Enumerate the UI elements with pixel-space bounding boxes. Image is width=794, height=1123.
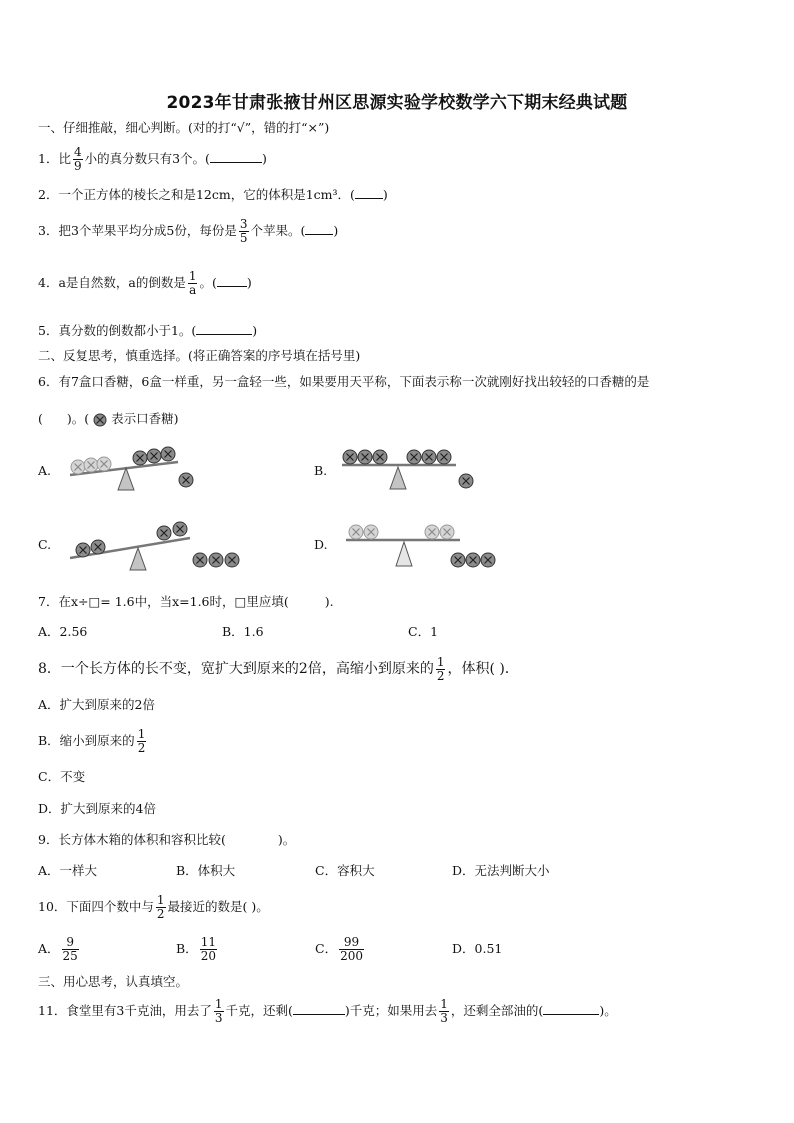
gum-ball-icon <box>440 525 454 539</box>
question-9: 9．长方体木箱的体积和容积比较( )。 <box>38 832 296 847</box>
gum-ball-icon <box>179 473 193 487</box>
question-5: 5．真分数的倒数都小于1。( ) <box>38 323 258 338</box>
gum-ball-icon <box>422 450 436 464</box>
gum-ball-icon <box>173 522 187 536</box>
gum-ball-icon <box>161 447 175 461</box>
question-4: 4．a是自然数，a的倒数是 $\frac{1}{a}$ 。( ) <box>38 269 252 297</box>
gum-ball-icon <box>459 474 473 488</box>
answer-blank[interactable] <box>543 1002 599 1015</box>
question-8: 8．一个长方体的长不变，宽扩大到原来的2倍，高缩小到原来的 $\frac{1}{2}$ ，体积( )． <box>38 654 519 683</box>
option-b-label[interactable]: B. <box>314 463 328 478</box>
q7-option-c[interactable]: C．1 <box>408 624 439 639</box>
option-a-label[interactable]: A. <box>38 463 52 478</box>
gum-ball-icon <box>193 553 207 567</box>
gum-ball-icon <box>225 553 239 567</box>
balance-scale-a <box>60 440 210 492</box>
gum-ball-icon <box>349 525 363 539</box>
q7-option-a[interactable]: A．2.56 <box>38 624 88 639</box>
answer-blank[interactable] <box>293 1002 345 1015</box>
fraction-1-2: $\frac{1}{2}$ <box>436 654 445 683</box>
question-1: 1．比 $\frac{4}{9}$ 小的真分数只有3个。( ) <box>38 145 267 173</box>
q10-option-d[interactable]: D．0.51 <box>452 941 503 956</box>
gum-ball-icon <box>133 451 147 465</box>
answer-blank[interactable] <box>305 222 333 235</box>
q7-option-b[interactable]: B．1.6 <box>222 624 264 639</box>
question-3: 3．把3个苹果平均分成5份，每份是 $\frac{3}{5}$ 个苹果。( ) <box>38 217 339 245</box>
option-c-label[interactable]: C. <box>38 537 52 552</box>
gum-ball-icon <box>76 543 90 557</box>
gum-ball-icon <box>466 553 480 567</box>
gum-ball-icon <box>97 457 111 471</box>
fulcrum <box>118 468 134 490</box>
fraction-1-a: $\frac{1}{a}$ <box>188 269 197 297</box>
gum-ball-icon <box>358 450 372 464</box>
section-1-heading: 一、仔细推敲，细心判断。(对的打“√”，错的打“×”) <box>38 120 330 135</box>
balance-scale-d <box>342 518 512 576</box>
gum-ball-icon <box>84 458 98 472</box>
q9-option-a[interactable]: A．一样大 <box>38 863 98 878</box>
gum-ball-icon <box>481 553 495 567</box>
gum-ball-icon <box>364 525 378 539</box>
gum-ball-icon <box>157 526 171 540</box>
gum-ball-icon <box>451 553 465 567</box>
q10-option-b[interactable]: B． $\frac{11}{20}$ <box>176 935 216 963</box>
q9-option-c[interactable]: C．容积大 <box>315 863 375 878</box>
answer-blank[interactable] <box>210 150 262 163</box>
gum-ball-icon <box>209 553 223 567</box>
q8-option-d[interactable]: D．扩大到原来的4倍 <box>38 801 156 816</box>
section-2-heading: 二、反复思考，慎重选择。(将正确答案的序号填在括号里) <box>38 348 361 363</box>
gum-ball-icon <box>425 525 439 539</box>
gum-ball-icon <box>373 450 387 464</box>
answer-blank[interactable] <box>196 322 252 335</box>
fraction-3-5: $\frac{3}{5}$ <box>239 217 248 245</box>
fulcrum <box>390 467 406 489</box>
gum-ball-icon <box>93 413 107 427</box>
fraction-4-9: $\frac{4}{9}$ <box>73 145 82 173</box>
fraction-1-2: $\frac{1}{2}$ <box>137 727 146 755</box>
gum-ball-icon <box>437 450 451 464</box>
question-2: 2．一个正方体的棱长之和是12cm，它的体积是1cm³．( ) <box>38 187 388 202</box>
page-title: 2023年甘肃张掖甘州区思源实验学校数学六下期末经典试题 <box>166 93 628 113</box>
q10-option-a[interactable]: A． $\frac{9}{25}$ <box>38 935 78 963</box>
question-6-line2: ( )。( 表示口香糖) <box>38 411 179 426</box>
option-d-label[interactable]: D. <box>314 537 328 552</box>
fulcrum <box>396 542 412 566</box>
q8-option-b[interactable]: B．缩小到原来的 $\frac{1}{2}$ <box>38 727 146 755</box>
gum-ball-icon <box>71 460 85 474</box>
gum-ball-icon <box>343 450 357 464</box>
gum-ball-icon <box>91 540 105 554</box>
question-11: 11．食堂里有3千克油，用去了 $\frac{1}{3}$ 千克，还剩( )千克；如果用去 $\frac{1}{3}$ ，还剩全部油的( )。 <box>38 997 617 1025</box>
section-3-heading: 三、用心思考，认真填空。 <box>38 974 189 989</box>
q8-option-c[interactable]: C．不变 <box>38 769 86 784</box>
answer-blank[interactable] <box>355 186 383 199</box>
answer-blank[interactable] <box>217 274 247 287</box>
balance-scale-c <box>66 516 256 576</box>
q9-option-b[interactable]: B．体积大 <box>176 863 236 878</box>
q8-option-a[interactable]: A．扩大到原来的2倍 <box>38 697 155 712</box>
question-7: 7．在x÷□= 1.6中，当x=1.6时，□里应填( ). <box>38 594 334 609</box>
fulcrum <box>130 548 146 570</box>
q10-option-c[interactable]: C． $\frac{99}{200}$ <box>315 935 363 963</box>
q9-option-d[interactable]: D．无法判断大小 <box>452 863 550 878</box>
gum-ball-icon <box>147 449 161 463</box>
question-10: 10．下面四个数中与 $\frac{1}{2}$ 最接近的数是( )。 <box>38 893 269 921</box>
fraction-1-2: $\frac{1}{2}$ <box>156 893 165 921</box>
balance-scale-b <box>338 445 488 495</box>
question-6: 6．有7盒口香糖，6盒一样重，另一盒轻一些，如果要用天平称，下面表示称一次就刚好找出较轻的口香糖的是 <box>38 374 650 389</box>
gum-ball-icon <box>407 450 421 464</box>
